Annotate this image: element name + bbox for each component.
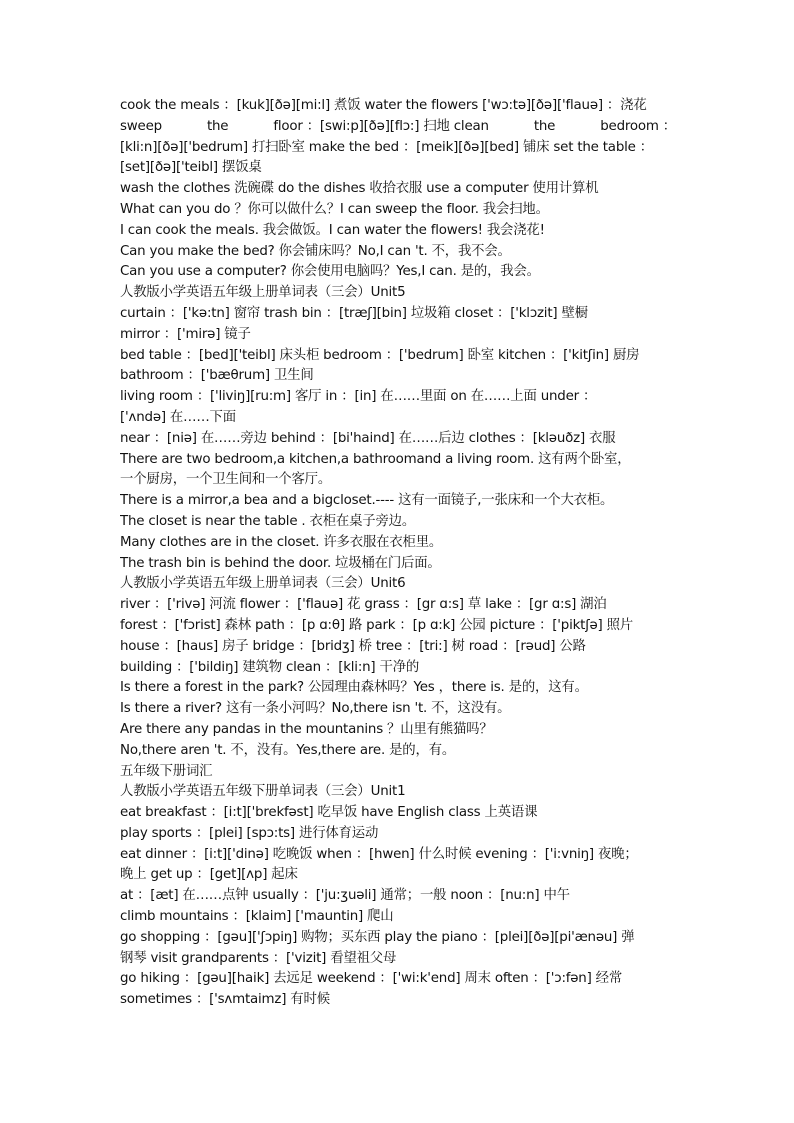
section-heading: 人教版小学英语五年级下册单词表（三会）Unit1: [120, 784, 406, 800]
section-heading: 人教版小学英语五年级上册单词表（三会）Unit5: [120, 285, 406, 301]
text-line: The closet is near the table . 衣柜在桌子旁边。: [120, 513, 416, 529]
text-line: eat dinner ：[i:t]['dinə] 吃晚饭 when ：[hwen] 什么时候 evening ：['i:vniŋ] 夜晚；: [120, 846, 638, 862]
text-line: bathroom ：['bæθrum] 卫生间: [120, 368, 314, 384]
text-line: No,there aren 't. 不，没有。Yes,there are. 是的，有。: [120, 742, 456, 758]
text-line: wash the clothes 洗碗碟 do the dishes 收拾衣服 use a computer 使用计算机: [120, 181, 599, 197]
text-line: ['ʌndə] 在……下面: [120, 409, 236, 425]
section-heading: 五年级下册词汇: [120, 763, 213, 779]
text-line: eat breakfast ：[i:t]['brekfəst] 吃早饭 have English class 上英语课: [120, 805, 538, 821]
text-line: at ：[æt] 在……点钟 usually ：['ju:ʒuəli] 通常；一般 noon ：[nu:n] 中午: [120, 888, 570, 904]
text-line: bed table ：[bed]['teibl] 床头柜 bedroom ：['bedrum] 卧室 kitchen ：['kitʃin] 厨房: [120, 347, 640, 363]
text-line: 一个厨房，一个卫生间和一个客厅。: [120, 472, 332, 488]
document-page: [120, 96, 676, 1011]
text-line: I can cook the meals. 我会做饭。I can water the flowers! 我会浇花!: [120, 222, 545, 238]
text-line: sometimes ：['sʌmtaimz] 有时候: [120, 992, 330, 1008]
section-heading: 人教版小学英语五年级上册单词表（三会）Unit6: [120, 576, 406, 592]
text-line: Can you make the bed? 你会铺床吗？No,I can 't. 不，我不会。: [120, 243, 511, 259]
text-line: There are two bedroom,a kitchen,a bathroomand a living room. 这有两个卧室，: [120, 451, 631, 467]
text-segment: floor ：[swi:p][ðə][flɔ:] 扫地 clean: [273, 118, 489, 134]
text-line: building ：['bildiŋ] 建筑物 clean ：[kli:n] 干净的: [120, 659, 420, 675]
text-line: Is there a forest in the park? 公园理由森林吗？Yes ，there is. 是的，这有。: [120, 680, 588, 696]
text-segment: sweep: [120, 118, 162, 134]
text-line: Many clothes are in the closet. 许多衣服在衣柜里。: [120, 534, 443, 550]
text-line: What can you do ？你可以做什么？I can sweep the floor. 我会扫地。: [120, 201, 549, 217]
text-line-justified: [120, 117, 676, 138]
text-line: Is there a river? 这有一条小河吗？No,there isn 't. 不，这没有。: [120, 701, 511, 717]
text-line: cook the meals ：[kuk][ðə][mi:l] 煮饭 water the flowers ['wɔ:tə][ðə]['flauə] ：浇花: [120, 98, 647, 113]
text-segment: the: [533, 118, 556, 134]
text-line: river ：['rivə] 河流 flower ：['flauə] 花 grass ：[gr ɑ:s] 草 lake ：[gr ɑ:s] 湖泊: [120, 597, 607, 613]
text-line: Can you use a computer? 你会使用电脑吗？Yes,I can. 是的，我会。: [120, 264, 540, 280]
text-line: forest ：['fɔrist] 森林 path ：[p ɑ:θ] 路 park ：[p ɑ:k] 公园 picture ：['piktʃə] 照片: [120, 617, 634, 633]
text-line: There is a mirror,a bea and a bigcloset.---- 这有一面镜子,一张床和一个大衣柜。: [120, 493, 614, 509]
text-line: The trash bin is behind the door. 垃圾桶在门后面。: [120, 555, 441, 571]
text-segment: bedroom ：: [600, 118, 676, 134]
text-line: [kli:n][ðə]['bedrum] 打扫卧室 make the bed ：[meik][ðə][bed] 铺床 set the table ：: [120, 139, 653, 155]
text-line: [set][ðə]['teibl] 摆饭桌: [120, 160, 262, 176]
text-line: near ：[niə] 在……旁边 behind ：[bi'haind] 在……后边 clothes ：[kləuðz] 衣服: [120, 430, 616, 446]
text-line: mirror ：['mirə] 镜子: [120, 326, 251, 342]
text-line: 晚上 get up ：[get][ʌp] 起床: [120, 867, 298, 883]
text-line: climb mountains ：[klaim] ['mauntin] 爬山: [120, 909, 394, 925]
text-line: Are there any pandas in the mountanins ？山里有熊猫吗？: [120, 721, 493, 737]
text-segment: the: [206, 118, 229, 134]
text-line: play sports ：[plei] [spɔ:ts] 进行体育运动: [120, 825, 379, 841]
text-line: 钢琴 visit grandparents ：['vizit] 看望祖父母: [120, 950, 397, 966]
text-line: house ：[haus] 房子 bridge ：[bridʒ] 桥 tree ：[tri:] 树 road ：[rəud] 公路: [120, 638, 586, 654]
text-line: living room ：['liviŋ][ru:m] 客厅 in ：[in] 在……里面 on 在……上面 under ：: [120, 389, 597, 405]
text-line: curtain ：['kə:tn] 窗帘 trash bin ：[træʃ][bin] 垃圾箱 closet ：['klɔzit] 壁橱: [120, 305, 588, 321]
text-line: go shopping ：[gəu]['ʃɔpiŋ] 购物；买东西 play the piano ：[plei][ðə][pi'ænəu] 弹: [120, 929, 635, 945]
text-line: go hiking ：[gəu][haik] 去远足 weekend ：['wi:k'end] 周末 often ：['ɔ:fən] 经常: [120, 971, 623, 987]
